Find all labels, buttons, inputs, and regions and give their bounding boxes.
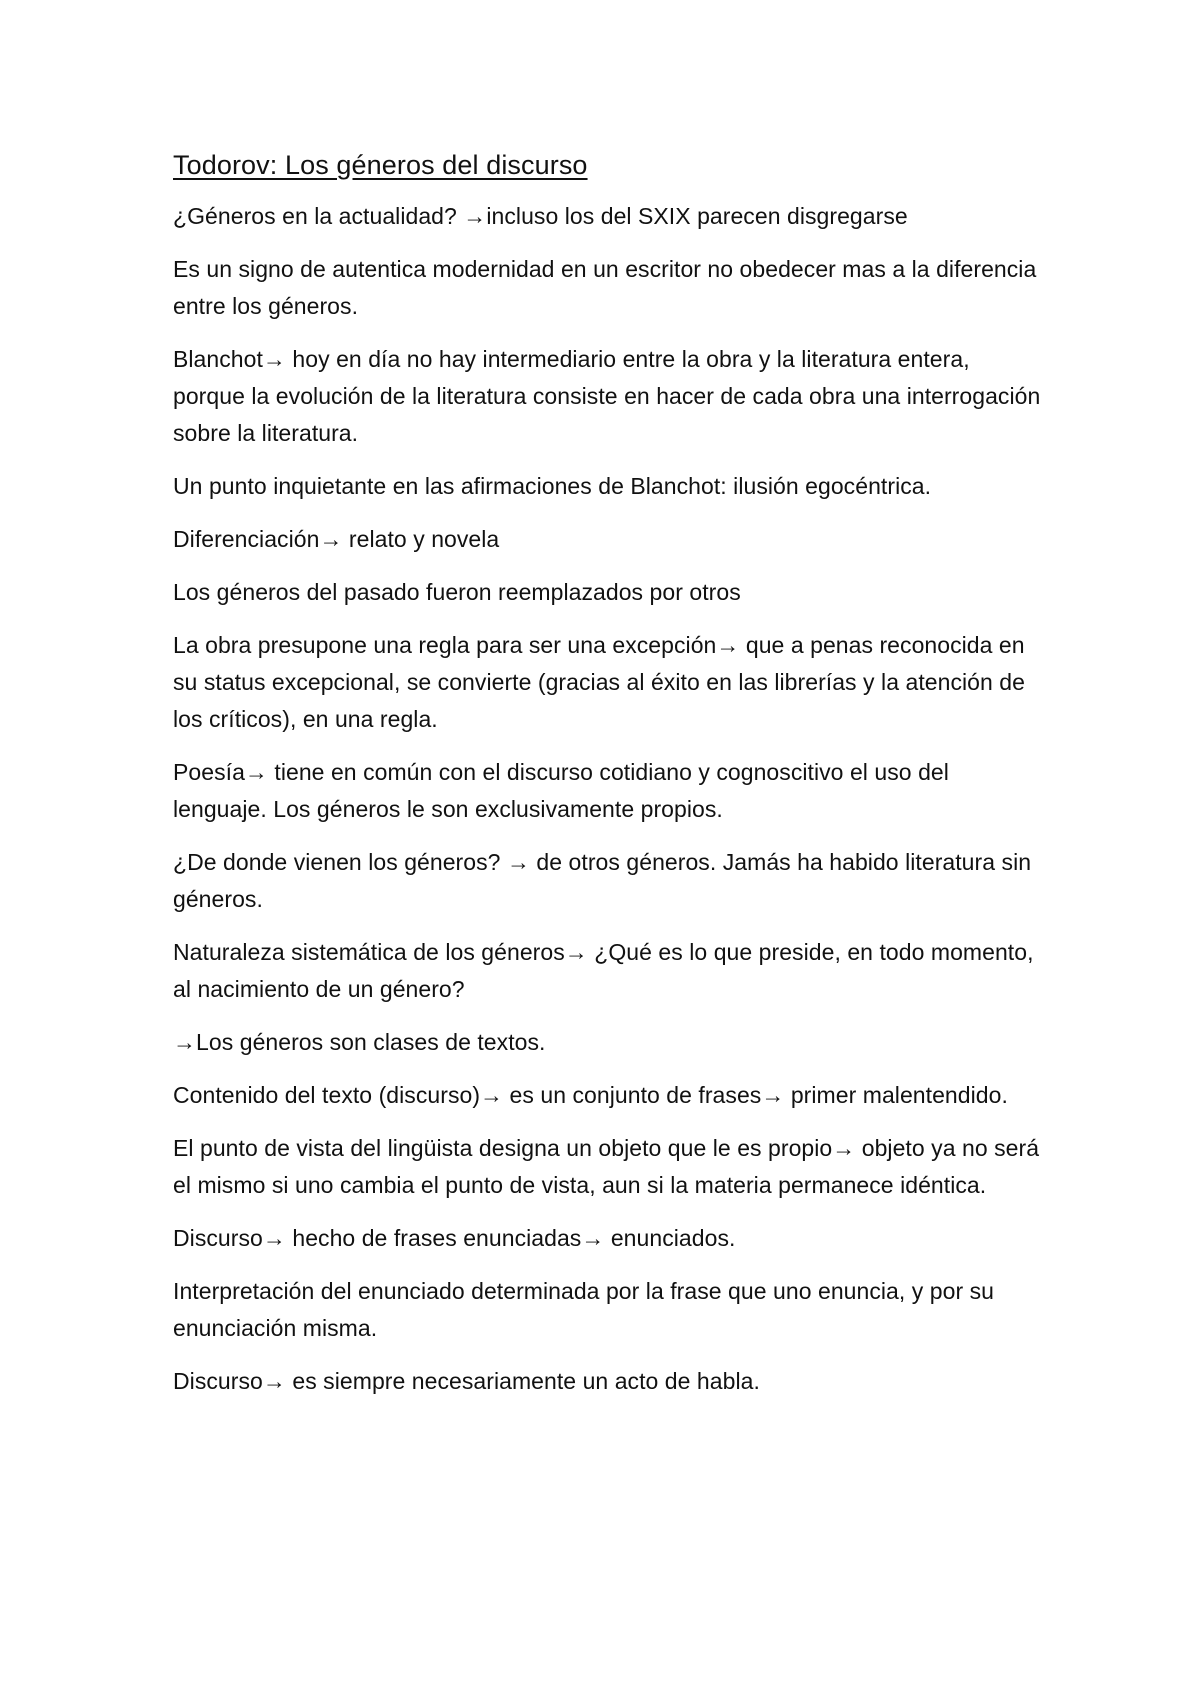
paragraph: La obra presupone una regla para ser una excepción→ que a penas reconocida en su status excepcional, se convierte (gracias al éxito en las librerías y la atención de los críticos), en una regla. — [173, 632, 1025, 732]
paragraph: Discurso→ es siempre necesariamente un acto de habla. — [173, 1368, 760, 1394]
paragraph: Es un signo de autentica modernidad en un escritor no obedecer mas a la diferencia entre los géneros. — [173, 256, 1037, 319]
paragraph: Diferenciación→ relato y novela — [173, 526, 500, 552]
paragraph: Blanchot→ hoy en día no hay intermediario entre la obra y la literatura entera, porque la evolución de la literatura consiste en hacer de cada obra una interrogación sobre la literatura. — [173, 346, 1041, 446]
document-body — [173, 146, 1043, 1416]
document-title: Todorov: Los géneros del discurso — [173, 150, 588, 180]
paragraph: ¿Géneros en la actualidad? →incluso los del SXIX parecen disgregarse — [173, 203, 908, 229]
paragraph: Naturaleza sistemática de los géneros→ ¿Qué es lo que preside, en todo momento, al nacimiento de un género? — [173, 939, 1034, 1002]
paragraph: El punto de vista del lingüista designa un objeto que le es propio→ objeto ya no será el mismo si uno cambia el punto de vista, aun si la materia permanece idéntica. — [173, 1135, 1040, 1198]
paragraph: Contenido del texto (discurso)→ es un conjunto de frases→ primer malentendido. — [173, 1082, 1008, 1108]
paragraph: ¿De donde vienen los géneros? → de otros géneros. Jamás ha habido literatura sin géneros. — [173, 849, 1032, 912]
paragraph: Discurso→ hecho de frases enunciadas→ enunciados. — [173, 1225, 736, 1251]
paragraph: Poesía→ tiene en común con el discurso cotidiano y cognoscitivo el uso del lenguaje. Los géneros le son exclusivamente propios. — [173, 759, 949, 822]
paragraph: Un punto inquietante en las afirmaciones de Blanchot: ilusión egocéntrica. — [173, 473, 932, 499]
paragraph: →Los géneros son clases de textos. — [173, 1029, 546, 1055]
paragraph: Los géneros del pasado fueron reemplazados por otros — [173, 579, 741, 605]
paragraph: Interpretación del enunciado determinada por la frase que uno enuncia, y por su enunciación misma. — [173, 1278, 994, 1341]
